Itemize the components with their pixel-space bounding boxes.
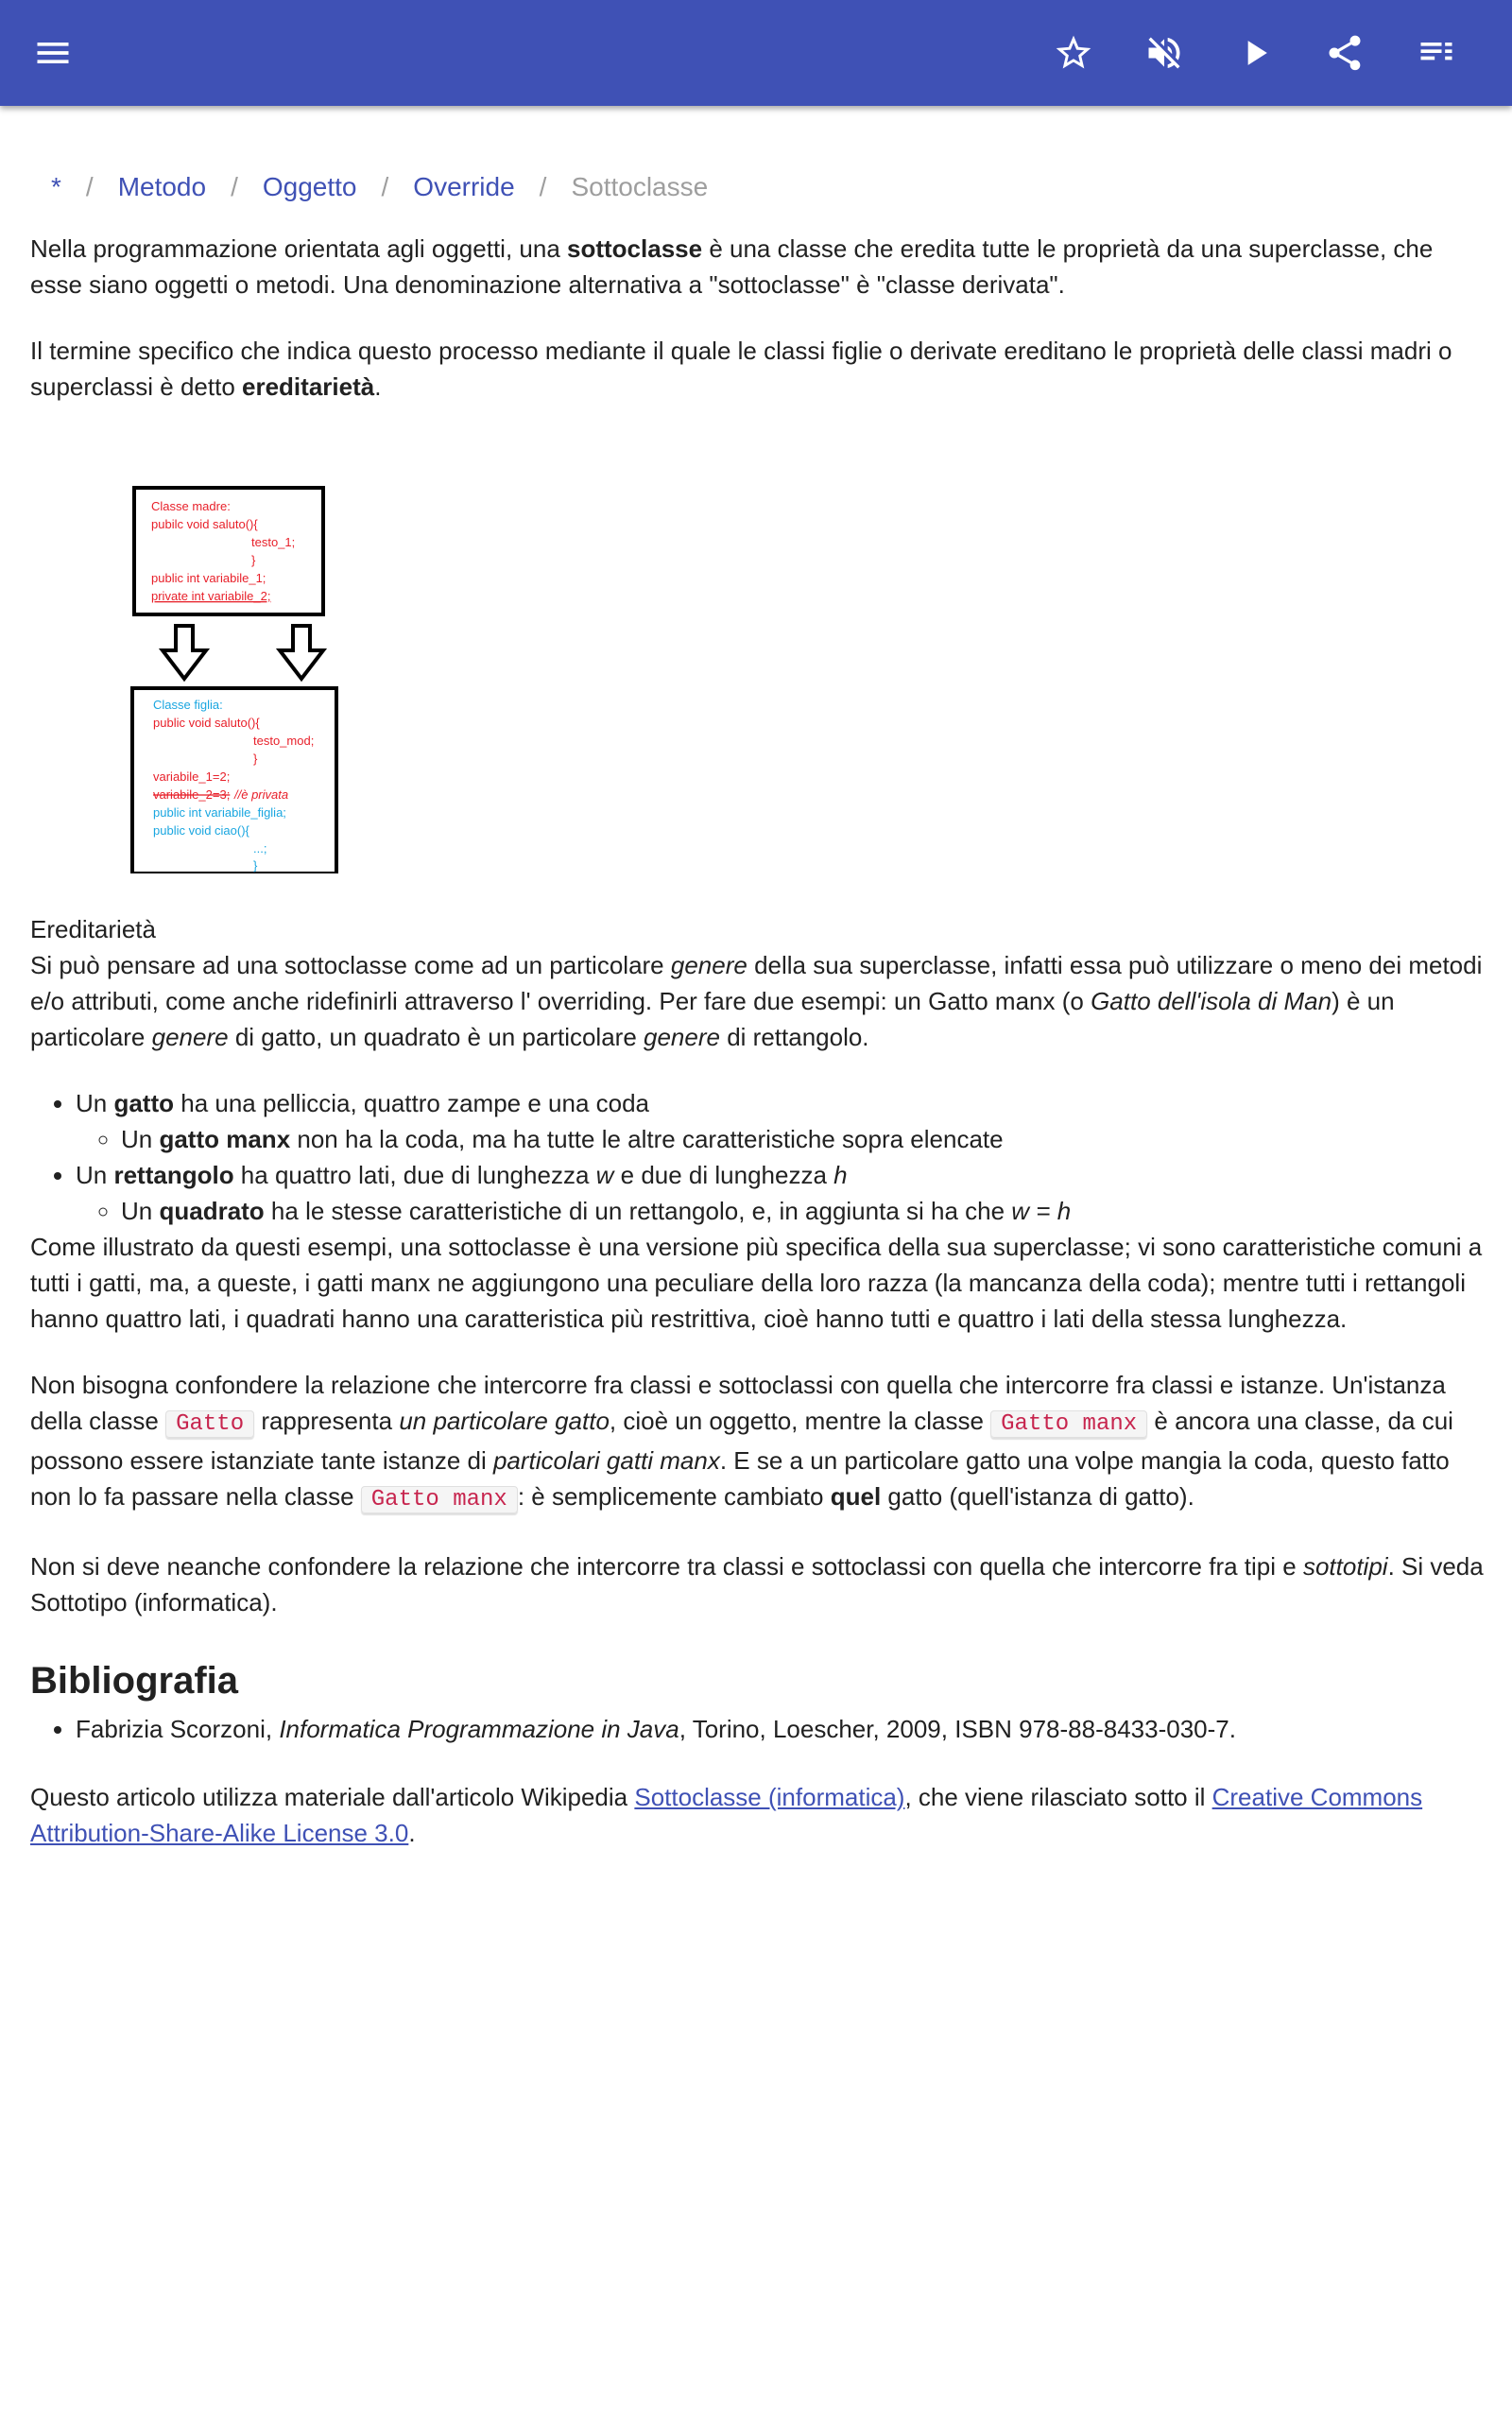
svg-text:variabile_1=2;: variabile_1=2; [153,769,231,784]
inline-code: Gatto manx [361,1486,518,1513]
intro-paragraph-1: Nella programmazione orientata agli oggetti, una sottoclasse è una classe che eredita tutte le proprietà da una superclasse, che esse siano oggetti o metodi. Una denominazione alternativa a "sottoclasse" è "classe derivata". [30,234,1434,299]
svg-text:public void saluto(){: public void saluto(){ [153,716,260,730]
svg-text:private int variabile_2;: private int variabile_2; [151,589,271,603]
down-arrow-right [280,626,323,679]
svg-text:}: } [251,553,256,567]
inline-code: Gatto [165,1410,254,1438]
license-footer: Questo articolo utilizza materiale dall'articolo Wikipedia Sottoclasse (informatica), che viene rilasciato sotto il Creative Commons Attribution-Share-Alike License 3.0. [30,1783,1423,1847]
svg-text:public int variabile_1;: public int variabile_1; [151,571,266,585]
breadcrumb-item-oggetto[interactable]: Oggetto [262,172,357,201]
inheritance-diagram[interactable] [30,458,408,873]
intro-paragraph-2: Il termine specifico che indica questo processo mediante il quale le classi figlie o derivate ereditano le proprietà delle classi madri o superclassi è detto ereditarietà. [30,337,1452,401]
app-bar [0,0,1512,106]
menu-icon[interactable] [25,25,81,81]
bibliography-heading: Bibliografia [30,1660,239,1702]
svg-text:variabile_2=3;: variabile_2=3; [153,787,231,802]
play-icon[interactable] [1227,25,1283,81]
breadcrumb-separator: / [381,172,389,201]
volume-off-icon[interactable] [1136,25,1193,81]
share-icon[interactable] [1316,25,1373,81]
bibliography-entry: • Fabrizia Scorzoni, Informatica Programmazione in Java, Torino, Loescher, 2009, ISBN 978-88-8433-030-7. [76,1711,1486,1747]
body-paragraph-3: Si può pensare ad una sottoclasse come ad un particolare genere della sua superclasse, infatti essa può utilizzare o meno dei metodi e/o attributi, come anche ridefinirli attraverso l' overriding. Per fare due esempi: un Gatto manx (o Gatto dell'isola di Man) è un particolare genere di gatto, un quadrato è un particolare genere di rettangolo. [30,951,1483,1051]
bibliography-list [30,1711,1486,1747]
breadcrumb [30,163,1486,212]
list-item: • Un gatto ha una pelliccia, quattro zampe e una coda ◦ Un gatto manx non ha la coda, ma ha tutte le altre caratteristiche sopra elencate [76,1085,1486,1157]
breadcrumb-separator: / [231,172,238,201]
list-item: ◦ Un gatto manx non ha la coda, ma ha tutte le altre caratteristiche sopra elencate [121,1121,1486,1157]
breadcrumb-item-root[interactable]: * [51,172,61,201]
figure-caption: Ereditarietà [30,915,156,943]
breadcrumb-item-metodo[interactable]: Metodo [117,172,207,201]
list-item: • Un rettangolo ha quattro lati, due di lunghezza w e due di lunghezza h ◦ Un quadrato ha le stesse caratteristiche di un rettangolo, e, in aggiunta si ha che w = h [76,1157,1486,1229]
body-paragraph-5: Non bisogna confondere la relazione che intercorre fra classi e sottoclassi con quella che intercorre fra classi e istanze. Un'istanza della classe Gatto rappresenta un particolare gatto, cioè un oggetto, mentre la classe Gatto manx è ancora una classe, da cui possono essere istanziate tante istanze di particolari gatti manx. E se a un particolare gatto una volpe mangia la coda, questo fatto non lo fa passare nella classe Gatto manx : è semplicemente cambiato quel gatto (quell'istanza di gatto). [30,1371,1453,1512]
svg-text:Classe madre:: Classe madre: [151,499,231,513]
down-arrow-left [163,626,206,679]
svg-text:public int variabile_figlia;: public int variabile_figlia; [153,805,286,820]
svg-text:Classe figlia:: Classe figlia: [153,698,223,712]
breadcrumb-current: Sottoclasse [571,172,709,201]
svg-text:testo_mod;: testo_mod; [253,734,315,748]
svg-text:}: } [253,752,258,766]
list-item: ◦ Un quadrato ha le stesse caratteristiche di un rettangolo, e, in aggiunta si ha che w = h [121,1193,1486,1229]
star-outline-icon[interactable] [1045,25,1102,81]
breadcrumb-separator: / [539,172,547,201]
license-link[interactable]: Creative Commons Attribution-Share-Alike License 3.0 [30,1783,1423,1847]
examples-list [30,1085,1486,1229]
svg-text:}: } [253,858,258,873]
svg-text:testo_1;: testo_1; [251,535,296,549]
svg-text://è privata: //è privata [234,787,289,802]
article [30,163,1486,1881]
breadcrumb-separator: / [85,172,94,201]
inline-code: Gatto manx [990,1410,1147,1438]
wikipedia-source-link[interactable]: Sottoclasse (informatica) [634,1783,905,1811]
body-paragraph-4: Come illustrato da questi esempi, una sottoclasse è una versione più specifica della sua superclasse; vi sono caratteristiche comuni a tutti i gatti, ma, a queste, i gatti manx ne aggiungono una peculiare della loro razza (la mancanza della coda); mentre tutti i rettangoli hanno quattro lati, i quadrati hanno una caratteristica più restrittiva, cioè hanno tutti e quattro i lati della stessa lunghezza. [30,1233,1483,1333]
svg-text:...;: ...; [253,841,267,856]
svg-text:pubilc void saluto(){: pubilc void saluto(){ [151,517,258,531]
playlist-icon[interactable] [1408,25,1465,81]
svg-text:public void ciao(){: public void ciao(){ [153,823,249,838]
breadcrumb-item-override[interactable]: Override [413,172,515,201]
body-paragraph-6: Non si deve neanche confondere la relazione che intercorre tra classi e sottoclassi con quella che intercorre fra tipi e sottotipi. Si veda Sottotipo (informatica). [30,1552,1484,1616]
